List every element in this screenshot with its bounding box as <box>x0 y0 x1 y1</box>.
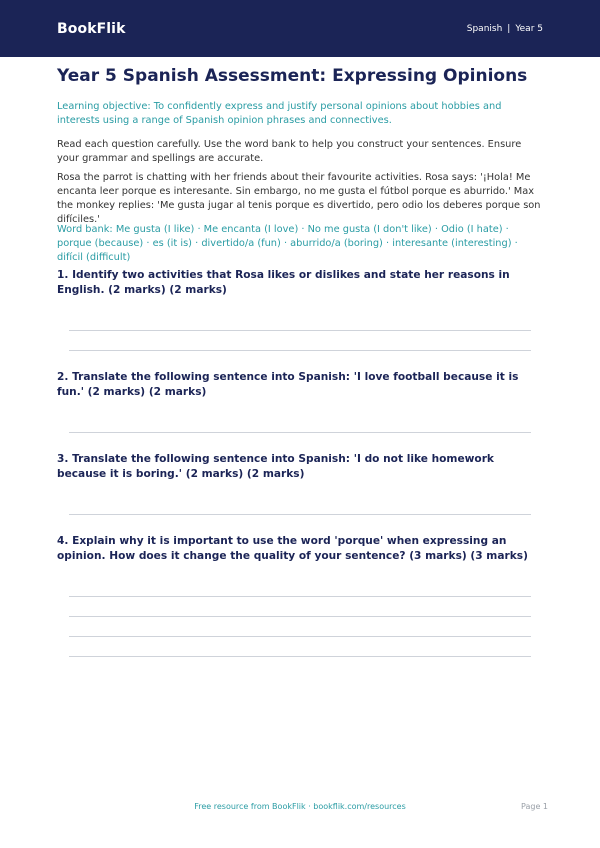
learning-objective: Learning objective: To confidently express and justify personal opinions about hobbies and interests using a range of Spanish opinion phrases and connectives. <box>57 101 502 126</box>
answer-line[interactable] <box>69 636 531 637</box>
word-bank: Word bank: Me gusta (I like) · Me encanta (I love) · No me gusta (I don't like) · Odio (I hate) · porque (because) · es (it is) · divertido/a (fun) · aburrido/a (boring) · interesante (interesting) · difícil (difficult) <box>57 224 518 263</box>
question-2: 2. Translate the following sentence into Spanish: 'I love football because it is fun.' (2 marks) (2 marks) <box>57 371 519 398</box>
brand-logo: BookFlik <box>57 20 126 37</box>
page-number: Page 1 <box>521 802 548 811</box>
question-1: 1. Identify two activities that Rosa likes or dislikes and state her reasons in English. (2 marks) (2 marks) <box>57 269 510 296</box>
answer-line[interactable] <box>69 350 531 351</box>
answer-line[interactable] <box>69 432 531 433</box>
question-4: 4. Explain why it is important to use the word 'porque' when expressing an opinion. How does it change the quality of your sentence? (3 marks) (3 marks) <box>57 535 528 562</box>
subject-label: Spanish <box>466 23 503 34</box>
year-label: Year 5 <box>515 23 543 34</box>
page-title: Year 5 Spanish Assessment: Expressing Opinions <box>57 66 528 86</box>
page-header <box>0 0 600 57</box>
answer-line[interactable] <box>69 330 531 331</box>
answer-line[interactable] <box>69 596 531 597</box>
story-passage: Rosa the parrot is chatting with her friends about their favourite activities. Rosa says: '¡Hola! Me encanta leer porque es interesante. Sin embargo, no me gusta el fútbol porque es aburrido.' Max the monkey replies: 'Me gusta jugar al tenis porque es divertido, pero odio los deberes porque son difíciles.' <box>57 172 541 225</box>
answer-line[interactable] <box>69 514 531 515</box>
footer-link[interactable]: Free resource from BookFlik · bookflik.com/resources <box>194 802 406 811</box>
answer-line[interactable] <box>69 656 531 657</box>
question-3: 3. Translate the following sentence into Spanish: 'I do not like homework because it is boring.' (2 marks) (2 marks) <box>57 453 494 480</box>
meta-separator: | <box>507 23 511 34</box>
instructions: Read each question carefully. Use the word bank to help you construct your sentences. Ensure your grammar and spellings are accurate. <box>57 139 522 164</box>
answer-line[interactable] <box>69 616 531 617</box>
header-meta <box>467 24 543 34</box>
